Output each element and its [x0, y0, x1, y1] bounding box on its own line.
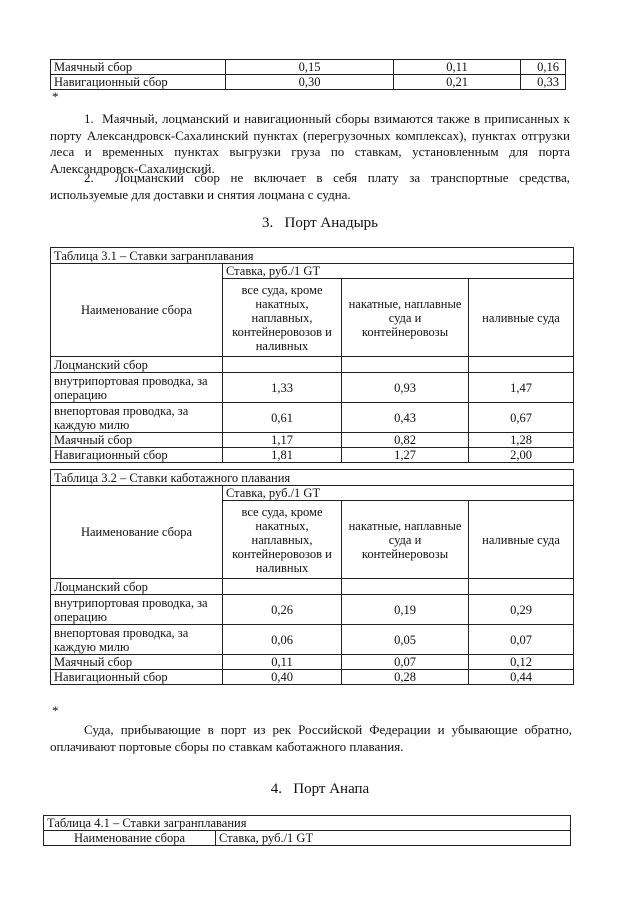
column-header: накатные, наплавные суда и контейнеровозы	[342, 501, 469, 579]
rate-value: 0,26	[223, 595, 342, 625]
section-note: Суда, прибывающие в порт из рек Российской Федерации и убывающие обратно, оплачивают портовые сборы по ставкам каботажного плавания.	[50, 722, 572, 754]
table-row	[51, 433, 574, 448]
column-header: все суда, кроме накатных, наплавных, контейнеровозов и наливных	[223, 279, 342, 357]
table-row	[51, 75, 566, 90]
rate-value: 0,61	[223, 403, 342, 433]
column-header: наливные суда	[469, 501, 574, 579]
rate-value: 0,30	[226, 75, 394, 90]
fee-name: внепортовая проводка, за каждую милю	[51, 403, 223, 433]
column-header-rate: Ставка, руб./1 GT	[223, 264, 574, 279]
rate-value: 0,40	[223, 670, 342, 685]
rate-value: 1,47	[469, 373, 574, 403]
fee-name: внутрипортовая проводка, за операцию	[51, 595, 223, 625]
rate-value: 0,67	[469, 403, 574, 433]
table-title: Таблица 4.1 – Ставки загранплавания	[44, 816, 571, 831]
rate-value: 1,27	[342, 448, 469, 463]
rate-value: 0,06	[223, 625, 342, 655]
rate-value: 0,15	[226, 60, 394, 75]
rate-value: 0,12	[469, 655, 574, 670]
table-row	[51, 670, 574, 685]
rate-value: 0,43	[342, 403, 469, 433]
fee-name: Навигационный сбор	[51, 75, 226, 90]
fee-name: Навигационный сбор	[51, 448, 223, 463]
rate-value: 0,93	[342, 373, 469, 403]
rate-value: 0,07	[342, 655, 469, 670]
column-header-name: Наименование сбора	[51, 264, 223, 357]
fee-name: Маячный сбор	[51, 655, 223, 670]
table-row	[51, 403, 574, 433]
column-header-name: Наименование сбора	[44, 831, 216, 846]
rate-value: 1,28	[469, 433, 574, 448]
rate-value: 0,19	[342, 595, 469, 625]
column-header: наливные суда	[469, 279, 574, 357]
rate-value: 0,28	[342, 670, 469, 685]
rate-value: 0,21	[394, 75, 521, 90]
table-row	[51, 448, 574, 463]
rate-value: 0,11	[223, 655, 342, 670]
column-header-rate: Ставка, руб./1 GT	[223, 486, 574, 501]
fee-name: Маячный сбор	[51, 60, 226, 75]
rate-value: 2,00	[469, 448, 574, 463]
rate-value: 0,11	[394, 60, 521, 75]
footnote-marker: *	[52, 703, 59, 718]
rate-value: 0,44	[469, 670, 574, 685]
rate-value: 1,81	[223, 448, 342, 463]
note-2: 2. Лоцманский сбор не включает в себя плату за транспортные средства, используемые для доставки и снятия лоцмана с судна.	[50, 170, 570, 202]
table-row	[51, 60, 566, 75]
fee-name: внутрипортовая проводка, за операцию	[51, 373, 223, 403]
rate-value: 1,33	[223, 373, 342, 403]
rate-value: 1,17	[223, 433, 342, 448]
table-row	[51, 655, 574, 670]
table-row	[51, 373, 574, 403]
fee-name: Маячный сбор	[51, 433, 223, 448]
note-1: 1. Маячный, лоцманский и навигационный сборы взимаются также в приписанных к порту Александровск-Сахалинский пунктах (перегрузочных комплексах), пунктах отгрузки леса и временных пунктах выгрузки груза по ставкам, установленным для порта Александровск-Сахалинский.	[50, 111, 570, 176]
table-4-1	[43, 815, 571, 846]
column-header: накатные, наплавные суда и контейнеровозы	[342, 279, 469, 357]
table-row	[51, 625, 574, 655]
rate-value: 0,33	[521, 75, 566, 90]
rate-value: 0,05	[342, 625, 469, 655]
rate-value: 0,16	[521, 60, 566, 75]
rate-value: 0,29	[469, 595, 574, 625]
table-3-1	[50, 247, 574, 463]
fee-name: Навигационный сбор	[51, 670, 223, 685]
column-header-rate: Ставка, руб./1 GT	[216, 831, 571, 846]
section-heading: 4. Порт Анапа	[270, 781, 370, 797]
column-header: все суда, кроме накатных, наплавных, контейнеровозов и наливных	[223, 501, 342, 579]
rate-value: 0,07	[469, 625, 574, 655]
section-heading: 3. Порт Анадырь	[261, 215, 378, 231]
column-header-name: Наименование сбора	[51, 486, 223, 579]
fee-name: Лоцманский сбор	[51, 357, 223, 373]
top-rates-table	[50, 59, 566, 90]
fee-name: внепортовая проводка, за каждую милю	[51, 625, 223, 655]
fee-name: Лоцманский сбор	[51, 579, 223, 595]
table-row	[51, 595, 574, 625]
table-title: Таблица 3.1 – Ставки загранплавания	[51, 248, 574, 264]
table-3-2	[50, 469, 574, 685]
rate-value: 0,82	[342, 433, 469, 448]
footnote-marker: *	[52, 89, 59, 104]
table-title: Таблица 3.2 – Ставки каботажного плавания	[51, 470, 574, 486]
